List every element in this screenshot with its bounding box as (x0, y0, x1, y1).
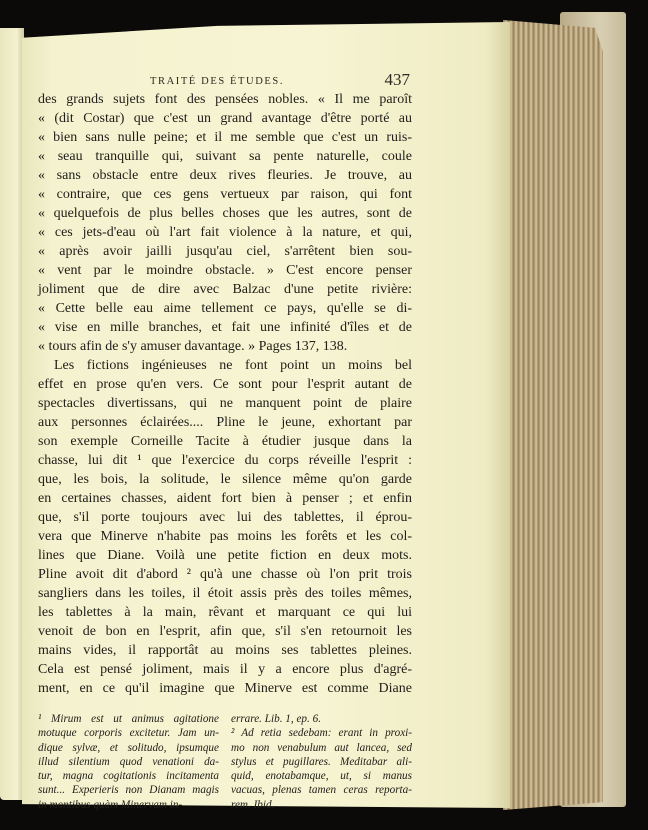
footnote-line: motuque corporis excitetur. Jam un- (38, 727, 219, 740)
footnote-line: mo non venabulum aut lancea, sed (231, 741, 412, 754)
text-line: « bien sans nulle peine; et il me semble que c'est un ruis- (38, 130, 412, 145)
text-line: chasse, lui dit ¹ que l'exercice du corps réveille l'esprit : (38, 453, 412, 468)
facing-page (0, 28, 24, 800)
text-line: Pline avoit dit d'abord ² qu'à une chasse où l'on prit trois (38, 567, 412, 582)
text-line: en certaines chasses, aident fort bien à penser ; et enfin (38, 491, 412, 506)
text-line: « vise en mille branches, et fait une infinité d'îles et de (38, 320, 412, 335)
footnote-line: vacuas, plenas tamen ceras reporta- (231, 784, 412, 797)
footnote-line: dique sylvæ, et solitudo, ipsumque (38, 741, 219, 754)
footnote-line: in montibus quàm Minervam in- (38, 798, 183, 811)
text-line: aux personnes éclairées.... Pline le jeune, exhortant par (38, 415, 412, 430)
text-line: « vent par le moindre obstacle. » C'est encore penser (38, 263, 412, 278)
text-line: venoit de bon en l'esprit, afin que, s'il s'en retournoit les (38, 624, 412, 639)
page-content (38, 90, 412, 812)
running-title: TRAITÉ DES ÉTUDES. (150, 76, 285, 87)
body-text (38, 90, 412, 698)
footnote-line: errare. Lib. 1, ep. 6. (231, 713, 322, 725)
text-line: sangliers dans les toiles, il étoit assis près des toiles mêmes, (38, 586, 412, 601)
text-line: « contraire, que ces gens vertueux par raison, qui font (38, 187, 412, 202)
text-line: vera que Minerve n'habite pas moins les forêts et les col- (38, 529, 412, 544)
text-line: effet en prose qu'en vers. Ce sont pour l'esprit autant de (38, 377, 412, 392)
footnotes-column-2 (231, 712, 412, 812)
page-number: 437 (384, 70, 410, 89)
footnote-line: illud silentium quod venationi da- (38, 755, 219, 768)
text-line: « seau tranquille qui, suivant sa pente naturelle, coule (38, 149, 412, 164)
footnote-line: stylus et pugillares. Meditabar ali- (231, 755, 412, 768)
page-header (150, 72, 410, 92)
text-line: des grands sujets font des pensées nobles. « Il me paroît (38, 92, 412, 107)
footnotes-column-1 (38, 712, 219, 812)
text-line: son exemple Corneille Tacite à étudier jusque dans la (38, 434, 412, 449)
text-line: « après avoir jailli jusqu'au ciel, s'arrêtent bien sou- (38, 244, 412, 259)
text-line: spectacles divertissans, qui ne manquent point de plaire (38, 396, 412, 411)
footnote-line: sunt... Experieris non Dianam magis (38, 784, 219, 797)
text-line: Cela est pensé joliment, mais il y a encore plus d'agré- (38, 662, 412, 677)
footnote-line: quid, enotabamque, ut, si manus (231, 770, 412, 783)
text-line: ment, en ce qu'il imagine que Minerve est comme Diane (38, 681, 412, 696)
footnote-line: ¹ Mirum est ut animus agitatione (38, 713, 219, 725)
footnote-line: rem. Ibid. (231, 798, 275, 811)
footnote-line: ² Ad retia sedebam: erant in proxi- (231, 727, 412, 740)
text-line: lines que Diane. Voilà une petite fiction en deux mots. (38, 548, 412, 563)
text-line: mains vides, il rapportât au moins ses tablettes pleines. (38, 643, 412, 658)
text-line: que, s'il porte toujours avec lui des tablettes, il éprou- (38, 510, 412, 525)
text-line: que, les bois, la solitude, le silence même qu'on garde (38, 472, 412, 487)
text-line: « ces jets-d'eau où l'art fait violence à la nature, et qui, (38, 225, 412, 240)
footnote-line: tur, magna cogitationis incitamenta (38, 770, 219, 783)
page-edges (503, 20, 603, 810)
text-line: Les fictions ingénieuses ne font point un moins bel (54, 358, 412, 373)
text-line: « (dit Costar) que c'est un grand avantage d'être porté au (38, 111, 412, 126)
text-line: « tours afin de s'y amuser davantage. » Pages 137, 138. (38, 339, 348, 354)
text-line: « Cette belle eau aime tellement ce pays, qu'elle se di- (38, 301, 412, 316)
text-line: joliment que de dire avec Balzac d'une petite rivière: (38, 282, 412, 297)
text-line: « sans obstacle entre deux rives fleuries. Je trouve, au (38, 168, 412, 183)
text-line: « quelquefois de plus belles choses que les autres, sont de (38, 206, 412, 221)
footnotes (38, 712, 412, 812)
text-line: les tablettes à la main, rêvant et marquant ce qui lui (38, 605, 412, 620)
